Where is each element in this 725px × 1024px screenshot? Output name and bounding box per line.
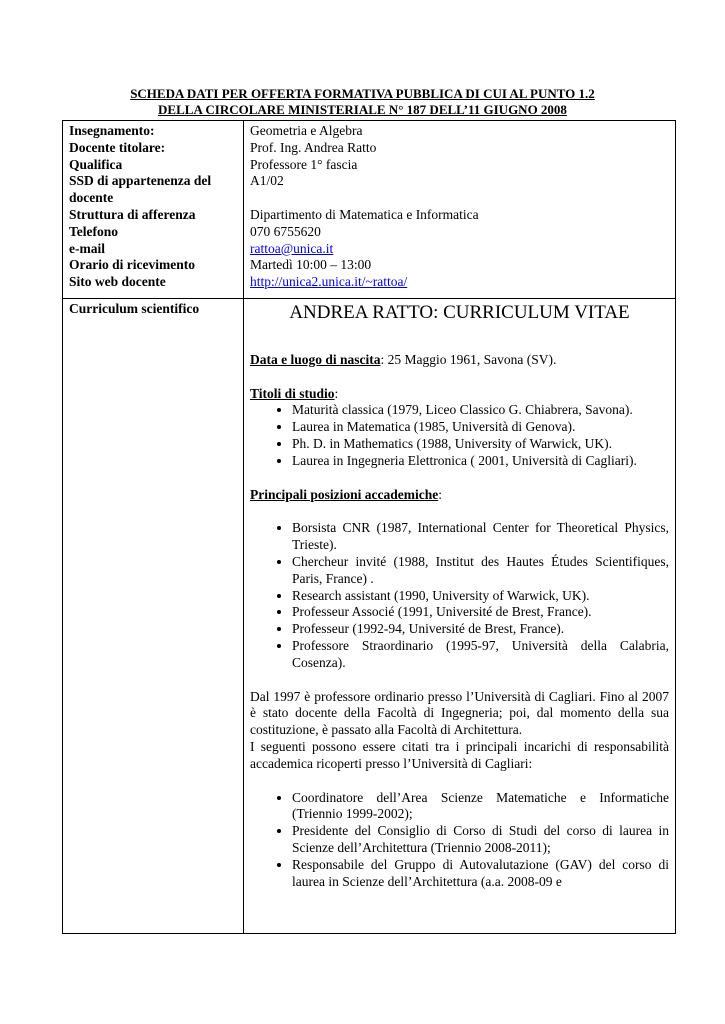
data-sheet-table xyxy=(62,120,676,934)
positions-list xyxy=(250,520,669,671)
label-orario: Orario di ricevimento xyxy=(69,257,195,273)
list-item: • Borsista CNR (1987, International Center for Theoretical Physics, Trieste). xyxy=(292,520,669,554)
label-sito: Sito web docente xyxy=(69,274,166,290)
career-paragraph: Dal 1997 è professore ordinario presso l’Università di Cagliari. Fino al 2007 è stato docente della Facoltà di Ingegneria; poi, dal momento della sua costituzione, è passato alla Facoltà di Architettura. xyxy=(250,688,669,738)
curriculum-content xyxy=(244,299,676,934)
list-item: • Research assistant (1990, University of Warwick, UK). xyxy=(292,588,669,605)
roles-intro: I seguenti possono essere citati tra i principali incarichi di responsabilità accademica ricoperti presso l’Università di Cagliari: xyxy=(250,738,669,771)
list-item: • Presidente del Consiglio di Corso di Studi del corso di laurea in Scienze dell’Architettura (Triennio 2008-2011); xyxy=(292,823,669,857)
list-item: • Responsabile del Gruppo di Autovalutazione (GAV) del corso di laurea in Scienze dell’Architettura (a.a. 2008-09 e xyxy=(292,857,669,891)
curriculum-label: Curriculum scientifico xyxy=(63,299,244,934)
studies-list xyxy=(250,402,669,469)
list-item: • Professore Straordinario (1995-97, Università della Calabria, Cosenza). xyxy=(292,638,669,672)
title-line-2: DELLA CIRCOLARE MINISTERIALE N° 187 DELL’11 GIUGNO 2008 xyxy=(158,102,567,117)
list-item: • Ph. D. in Mathematics (1988, University of Warwick, UK). xyxy=(292,436,669,453)
list-item: • Coordinatore dell’Area Scienze Matematiche e Informatiche (Triennio 1999-2002); xyxy=(292,790,669,824)
info-row xyxy=(63,121,676,299)
list-item: • Maturità classica (1979, Liceo Classico G. Chiabrera, Savona). xyxy=(292,402,669,419)
value-struttura: Dipartimento di Matematica e Informatica xyxy=(250,206,479,222)
list-item: • Laurea in Ingegneria Elettronica ( 2001, Università di Cagliari). xyxy=(292,453,669,470)
website-link[interactable]: http://unica2.unica.it/~rattoa/ xyxy=(250,274,408,290)
document-title xyxy=(62,86,663,118)
list-item: • Chercheur invité (1988, Institut des Hautes Études Scientifiques, Paris, France) . xyxy=(292,554,669,588)
value-insegnamento: Geometria e Algebra xyxy=(250,123,363,138)
list-item: • Laurea in Matematica (1985, Università di Genova). xyxy=(292,419,669,436)
label-insegnamento: Insegnamento: xyxy=(69,123,155,138)
value-ssd: A1/02 xyxy=(250,173,284,189)
email-link[interactable]: rattoa@unica.it xyxy=(250,240,334,256)
label-email: e-mail xyxy=(69,240,105,256)
value-telefono: 070 6755620 xyxy=(250,223,321,239)
title-line-1: SCHEDA DATI PER OFFERTA FORMATIVA PUBBLICA DI CUI AL PUNTO 1.2 xyxy=(130,86,595,101)
studies-label: Titoli di studio xyxy=(250,385,335,401)
birth-line xyxy=(250,352,669,369)
label-ssd: SSD di appartenenza del docente xyxy=(69,173,212,206)
list-item: • Professeur Associé (1991, Université de Brest, France). xyxy=(292,604,669,621)
label-telefono: Telefono xyxy=(69,223,119,239)
values-cell xyxy=(244,121,676,299)
list-item: • Professeur (1992-94, Université de Brest, France). xyxy=(292,621,669,638)
cv-title: ANDREA RATTO: CURRICULUM VITAE xyxy=(289,302,630,323)
label-qualifica: Qualifica xyxy=(69,156,123,172)
studies-heading: Titoli di studio: xyxy=(250,385,339,401)
birth-label: Data e luogo di nascita xyxy=(250,351,381,367)
label-struttura: Struttura di afferenza xyxy=(69,206,196,222)
positions-label: Principali posizioni accademiche xyxy=(250,486,439,502)
value-docente: Prof. Ing. Andrea Ratto xyxy=(250,139,377,155)
curriculum-row xyxy=(63,299,676,934)
value-orario: Martedì 10:00 – 13:00 xyxy=(250,257,372,273)
positions-heading: Principali posizioni accademiche: xyxy=(250,486,443,502)
labels-cell xyxy=(63,121,244,299)
roles-list xyxy=(250,790,669,891)
birth-value: : 25 Maggio 1961, Savona (SV). xyxy=(380,351,557,367)
value-qualifica: Professore 1° fascia xyxy=(250,156,358,172)
label-docente: Docente titolare: xyxy=(69,139,166,155)
